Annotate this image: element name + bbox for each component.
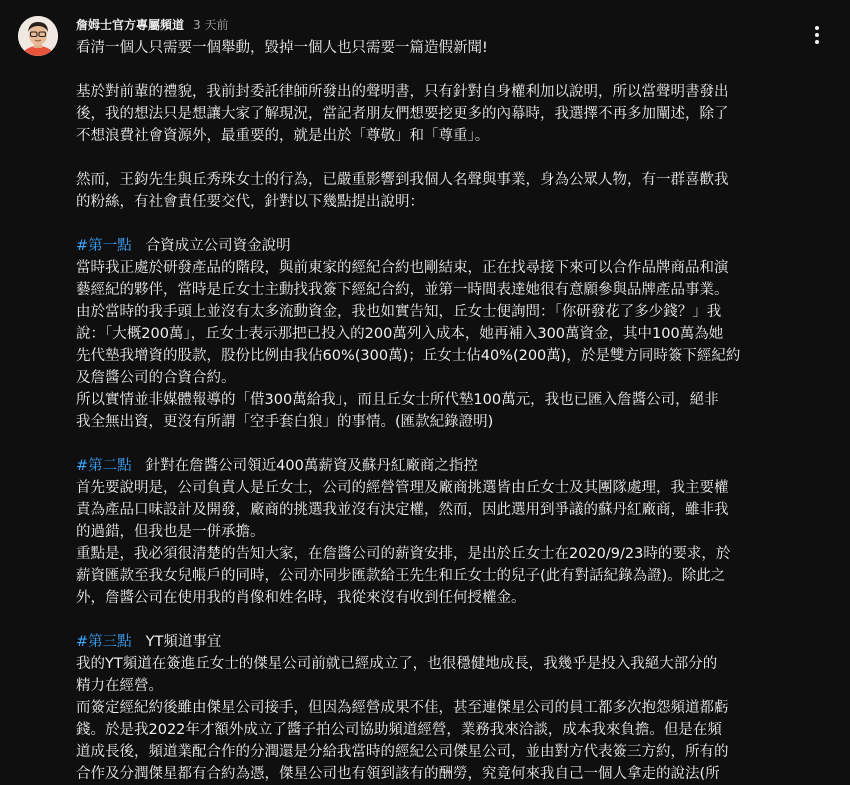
more-options-button[interactable] (803, 20, 831, 50)
more-vert-icon (815, 26, 819, 30)
section-title: 合資成立公司資金說明 (145, 238, 291, 254)
hashtag-link[interactable]: #第一點 (76, 238, 132, 254)
hashtag-link[interactable]: #第二點 (76, 458, 132, 474)
text-line: 道成長後，頻道業配合作的分潤還是分給我當時的經紀公司傑星公司，並由對方代表簽三方約，所有的 (76, 744, 729, 760)
hashtag-link[interactable]: #第三點 (76, 634, 132, 650)
text-line: 看清一個人只需要一個舉動，毀掉一個人也只需要一篇造假新聞! (76, 40, 488, 56)
text-line: 藝經紀的夥伴，當時是丘女士主動找我簽下經紀合約，並第一時間表達她很有意願參與品牌產品事業。 (76, 282, 729, 298)
text-line: 我全無出資，更沒有所謂「空手套白狼」的事情。(匯款紀錄證明) (76, 414, 494, 430)
text-line: 重點是，我必須很清楚的告知大家，在詹醬公司的薪資安排，是出於丘女士在2020/9/23時的要求，於 (76, 546, 731, 562)
text-line: 及詹醬公司的合資合約。 (76, 370, 236, 386)
section-heading (76, 455, 798, 477)
text-line: 而簽定經紀約後雖由傑星公司接手，但因為經營成果不佳，甚至連傑星公司的員工都多次抱怨頻道都虧 (76, 700, 729, 716)
text-line: 外，詹醬公司在使用我的肖像和姓名時，我從來沒有收到任何授權金。 (76, 590, 526, 606)
channel-name[interactable]: 詹姆士官方專屬頻道 (76, 17, 185, 32)
text-line: 然而，王鈞先生與丘秀珠女士的行為，已嚴重影響到我個人名聲與事業，身為公眾人物，有一群喜歡我 (76, 172, 729, 188)
text-line: 先代墊我增資的股款，股份比例由我佔60%(300萬)；丘女士佔40%(200萬)，於是雙方同時簽下經紀約 (76, 348, 741, 364)
post-text (76, 37, 798, 785)
section-title: YT頻道事宜 (145, 634, 222, 650)
post-header (76, 14, 228, 34)
text-line: 所以實情並非媒體報導的「借300萬給我」，而且丘女士所代墊100萬元，我也已匯入詹醬公司，絕非 (76, 392, 719, 408)
text-line: 不想浪費社會資源外，最重要的，就是出於「尊敬」和「尊重」。 (76, 128, 490, 144)
section-heading (76, 235, 798, 257)
text-line: 基於對前輩的禮貌，我前封委託律師所發出的聲明書，只有針對自身權利加以說明，所以當聲明書發出 (76, 84, 729, 100)
text-line: 錢。於是我2022年才額外成立了醬子拍公司協助頻道經營，業務我來洽談，成本我來負擔。但是在頻 (76, 722, 722, 738)
section-heading (76, 631, 798, 653)
post-timestamp[interactable]: 3 天前 (193, 17, 229, 32)
text-line: 的粉絲，有社會責任要交代，針對以下幾點提出說明： (76, 194, 424, 210)
text-line: 精力在經營。 (76, 678, 163, 694)
channel-avatar[interactable] (18, 16, 58, 56)
text-line: 說：「大概200萬」，丘女士表示那把已投入的200萬列入成本，她再補入300萬資金，其中100萬為她 (76, 326, 724, 342)
text-line: 由於當時的我手頭上並沒有太多流動資金，我也如實告知，丘女士便詢問：「你研發花了多少錢？」我 (76, 304, 722, 320)
text-line: 首先要說明是，公司負責人是丘女士，公司的經營管理及廠商挑選皆由丘女士及其團隊處理，我主要權 (76, 480, 729, 496)
section-title: 針對在詹醬公司領近400萬薪資及蘇丹紅廠商之指控 (145, 458, 478, 474)
text-line: 後，我的想法只是想讓大家了解現況，當記者朋友們想要挖更多的內幕時，我選擇不再多加闡述，除了 (76, 106, 729, 122)
text-line: 當時我正處於研發產品的階段，與前東家的經紀合約也剛結束，正在找尋接下來可以合作品牌商品和演 (76, 260, 729, 276)
text-line: 責為產品口味設計及開發，廠商的挑選我並沒有決定權，然而，因此選用到爭議的蘇丹紅廠商，雖非我 (76, 502, 729, 518)
text-line: 合作及分潤傑星都有合約為憑，傑星公司也有領到該有的酬勞，究竟何來我自己一個人拿走的說法(所 (76, 766, 720, 782)
text-line: 的過錯，但我也是一併承擔。 (76, 524, 265, 540)
text-line: 我的YT頻道在簽進丘女士的傑星公司前就已經成立了，也很穩健地成長，我幾乎是投入我絕大部分的 (76, 656, 718, 672)
text-line: 薪資匯款至我女兒帳戶的同時，公司亦同步匯款給王先生和丘女士的兒子(此有對話紀錄為證)。除此之 (76, 568, 726, 584)
avatar-portrait (18, 16, 58, 56)
